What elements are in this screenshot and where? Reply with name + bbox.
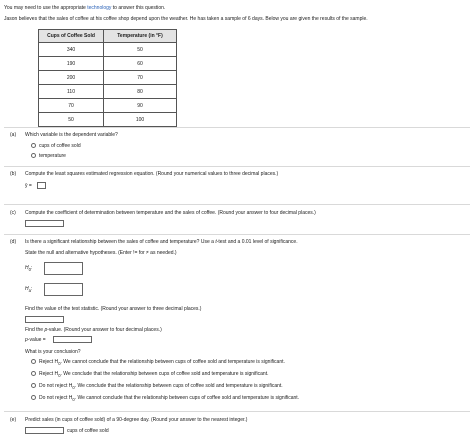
table-row [39, 99, 177, 113]
h0-colon: : [30, 265, 33, 271]
part-c-label: (c) [10, 210, 16, 216]
divider [4, 204, 470, 205]
ha-subscript: a [28, 288, 31, 293]
divider [4, 127, 470, 128]
coefficient-determination-input[interactable] [25, 220, 64, 227]
table-cell-cups: 110 [39, 85, 104, 99]
part-b-question: Compute the least squares estimated regression equation. (Round your numerical values to three decimal places.) [25, 171, 279, 177]
option-cups-radio[interactable] [31, 143, 36, 148]
predicted-sales-unit: cups of coffee sold [67, 428, 109, 434]
conclusion-4-post: . We cannot conclude that the relationship between cups of coffee sold and temperature is significant. [74, 395, 300, 401]
conclusion-4-pre: Do not reject H [39, 395, 73, 401]
p-label-p: p [25, 337, 28, 343]
h0-subscript: 0 [28, 267, 31, 272]
regression-equation-input[interactable] [37, 182, 46, 189]
option-temperature-radio[interactable] [31, 153, 36, 158]
table-cell-temperature: 60 [104, 57, 177, 71]
conclusion-2-sub: 0 [58, 373, 61, 378]
p-instr-p: p [44, 327, 48, 333]
intro-text [4, 5, 165, 11]
conclusion-1-post: . We cannot conclude that the relationship between cups of coffee sold and temperature is significant. [60, 359, 285, 365]
part-d-label: (d) [10, 239, 17, 245]
p-value-input[interactable] [53, 336, 92, 343]
part-c-question: Compute the coefficient of determination between temperature and the sales of coffee. (Round your answer to four decimal places.) [25, 210, 316, 216]
part-d-question-pre: Is there a significant relationship between the sales of coffee and temperature? Use a [25, 239, 216, 245]
h0-letter: H [25, 265, 29, 271]
conclusion-question: What is your conclusion? [25, 349, 81, 355]
conclusion-1-pre: Reject H [39, 359, 59, 365]
sample-data-table [38, 29, 177, 127]
table-cell-temperature: 80 [104, 85, 177, 99]
divider [4, 234, 470, 235]
part-a-question: Which variable is the dependent variable? [25, 132, 118, 138]
p-instr-post: -value. (Round your answer to four decimal places.) [47, 327, 162, 333]
part-d-question [25, 239, 298, 245]
table-cell-temperature: 100 [104, 113, 177, 127]
intro-prefix: You may need to use the appropriate [4, 5, 88, 11]
table-header-cups: Cups of Coffee Sold [39, 30, 104, 43]
hypotheses-instruction: State the null and alternative hypotheses. (Enter != for ≠ as needed.) [25, 250, 177, 256]
table-row [39, 85, 177, 99]
table-cell-cups: 190 [39, 57, 104, 71]
table-row [39, 71, 177, 85]
predicted-sales-input[interactable] [25, 427, 64, 434]
p-value-label [25, 337, 46, 343]
part-a-label: (a) [10, 132, 17, 138]
part-e-question: Predict sales (in cups of coffee sold) of a 90-degree day. (Round your answer to the nearest integer.) [25, 417, 248, 423]
conclusion-option-4-radio[interactable] [31, 395, 36, 400]
ha-letter: H [25, 286, 29, 292]
table-header-temperature: Temperature (in °F) [104, 30, 177, 43]
conclusion-1-sub: 0 [58, 361, 61, 366]
conclusion-3-sub: 0 [72, 385, 75, 390]
table-cell-temperature: 90 [104, 99, 177, 113]
conclusion-option-4[interactable] [39, 395, 299, 403]
table-row [39, 113, 177, 127]
table-header-row [39, 30, 177, 43]
problem-statement: Jason believes that the sales of coffee at his coffee shop depend upon the weather. He has taken a sample of 6 days. Below you are given the results of the sample. [4, 16, 368, 22]
table-cell-temperature: 70 [104, 71, 177, 85]
conclusion-3-post: . We conclude that the relationship between cups of coffee sold and temperature is significant. [74, 383, 283, 389]
null-hypothesis-input[interactable] [44, 262, 83, 275]
conclusion-3-pre: Do not reject H [39, 383, 73, 389]
part-d-question-post: -test and a 0.01 level of significance. [216, 239, 298, 245]
alternative-hypothesis-input[interactable] [44, 283, 83, 296]
divider [4, 411, 470, 412]
test-statistic-instruction: Find the value of the test statistic. (Round your answer to three decimal places.) [25, 306, 202, 312]
conclusion-option-3[interactable] [39, 383, 283, 391]
test-statistic-input[interactable] [25, 316, 64, 323]
yhat-label: ŷ = [25, 183, 32, 189]
conclusion-option-1-radio[interactable] [31, 359, 36, 364]
table-cell-cups: 340 [39, 43, 104, 57]
conclusion-option-3-radio[interactable] [31, 383, 36, 388]
ha-colon: : [30, 286, 33, 292]
conclusion-4-sub: 0 [72, 397, 75, 402]
conclusion-option-1[interactable] [39, 359, 285, 367]
table-cell-cups: 50 [39, 113, 104, 127]
conclusion-option-2[interactable] [39, 371, 269, 379]
intro-suffix: to answer this question. [111, 5, 166, 11]
table-cell-cups: 70 [39, 99, 104, 113]
table-cell-temperature: 50 [104, 43, 177, 57]
technology-link[interactable]: technology [87, 5, 112, 11]
table-row [39, 57, 177, 71]
h0-label [25, 265, 32, 273]
divider [4, 166, 470, 167]
conclusion-option-2-radio[interactable] [31, 371, 36, 376]
option-temperature-label[interactable]: temperature [39, 153, 66, 159]
table-cell-cups: 200 [39, 71, 104, 85]
table-row [39, 43, 177, 57]
conclusion-2-pre: Reject H [39, 371, 59, 377]
p-instr-pre: Find the [25, 327, 45, 333]
p-value-instruction [25, 327, 162, 333]
part-b-label: (b) [10, 171, 17, 177]
p-label-rest: -value = [27, 337, 46, 343]
option-cups-label[interactable]: cups of coffee sold [39, 143, 81, 149]
conclusion-2-post: . We conclude that the relationship between cups of coffee sold and temperature is significant. [60, 371, 269, 377]
ha-label [25, 286, 32, 294]
part-e-label: (e) [10, 417, 17, 423]
part-d-question-t: t [215, 239, 217, 245]
